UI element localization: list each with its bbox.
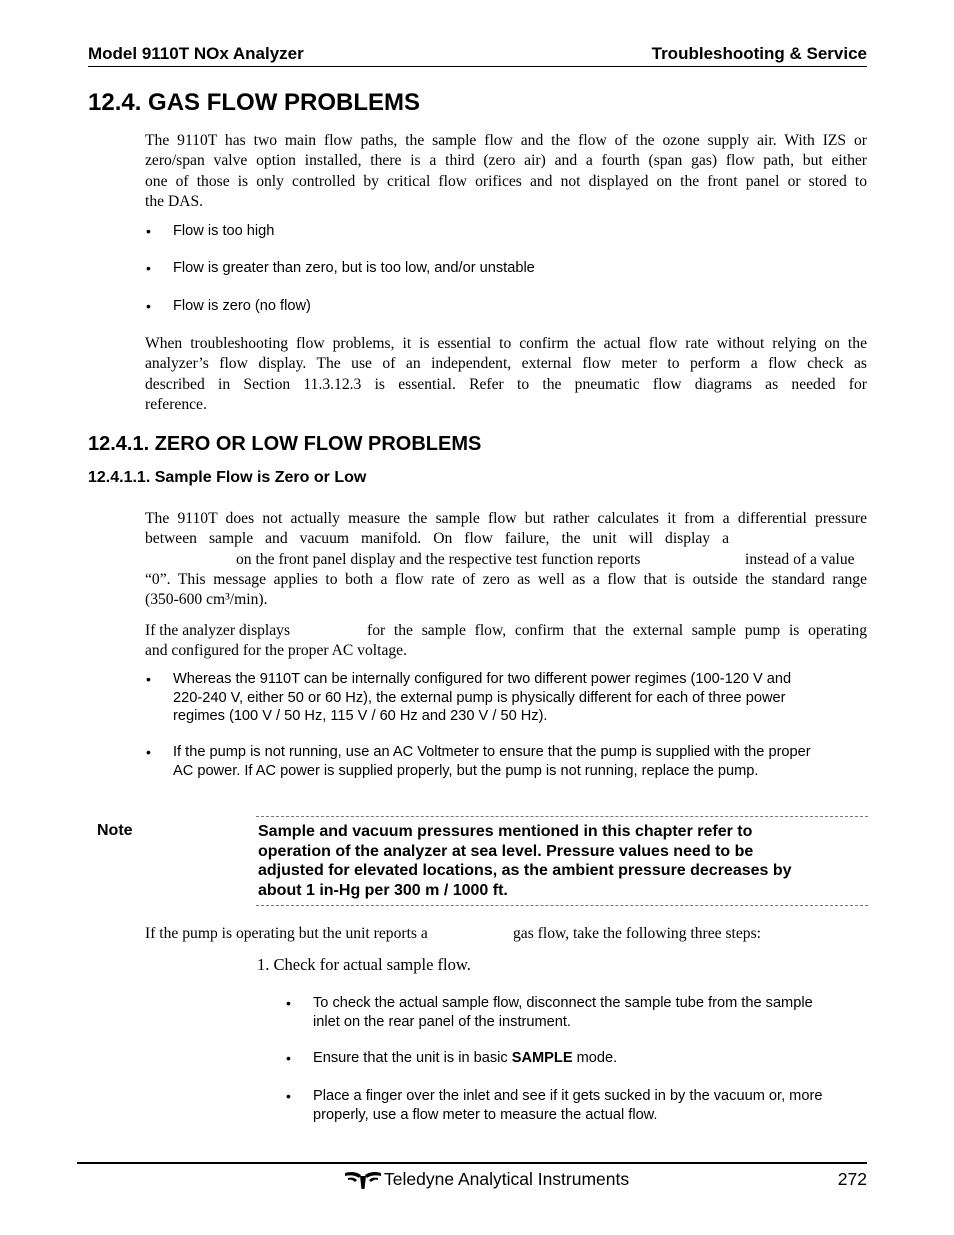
bullet-icon: •	[146, 671, 151, 687]
paragraph-line: described in Section 11.3.12.3 is essential. Refer to the pneumatic flow diagrams as needed for	[145, 375, 867, 393]
bullet-icon: •	[286, 1088, 291, 1104]
bullet-icon: •	[146, 260, 151, 276]
intro-line: zero/span valve option installed, there is a third (zero air) and a fourth (span gas) flow path, but either	[145, 152, 867, 170]
mode-name: SAMPLE	[511, 1050, 573, 1066]
subsubsection-title: 12.4.1.1. Sample Flow is Zero or Low	[88, 469, 367, 486]
paragraph-line: instead of a value	[745, 551, 855, 568]
list-item: • If the pump is not running, use an AC Voltmeter to ensure that the pump is supplied with the proper AC power. If AC power is supplied properly, but the pump is not running, replace the pump.	[146, 744, 811, 779]
list-item: • To check the actual sample flow, disconnect the sample tube from the sample inlet on the rear panel of the instrument.	[286, 995, 813, 1030]
flow-check-paragraph	[145, 334, 867, 415]
header-chapter-title: Troubleshooting & Service	[651, 44, 867, 63]
list-item: • Place a finger over the inlet and see if it gets sucked in by the vacuum or, more properly, use a flow meter to measure the actual flow.	[286, 1088, 823, 1123]
list-item: • Whereas the 9110T can be internally configured for two different power regimes (100-120 V and 220-240 V, either 50 or 60 Hz), the external pump is physically different for each of three power regimes (100 V / 50 Hz, 115 V / 60 Hz and 230 V / 50 Hz).	[146, 671, 792, 724]
bullet-icon: •	[146, 298, 151, 314]
footer-brand: Teledyne Analytical Instruments	[384, 1169, 630, 1189]
intro-line: The 9110T has two main flow paths, the sample flow and the flow of the ozone supply air. With IZS or	[145, 132, 867, 149]
list-item: • Flow is greater than zero, but is too low, and/or unstable	[146, 260, 535, 276]
list-item: • Flow is too high	[146, 223, 275, 239]
pump-check-paragraph	[367, 621, 867, 641]
paragraph-line: on the front panel display and the respective test function reports	[236, 551, 641, 568]
steps-lead-text: gas flow, take the following three steps:	[513, 925, 761, 942]
intro-line: one of those is only controlled by critical flow orifices and not displayed on the front panel or stored to	[145, 172, 867, 190]
subsection-title: 12.4.1. ZERO OR LOW FLOW PROBLEMS	[88, 433, 482, 455]
paragraph-line: for the sample flow, confirm that the external sample pump is operating	[367, 622, 867, 639]
bullet-icon: •	[286, 1050, 291, 1066]
paragraph-line: and configured for the proper AC voltage.	[145, 642, 407, 659]
list-item: • Ensure that the unit is in basic SAMPLE mode.	[286, 1050, 618, 1066]
paragraph-line: analyzer’s flow display. The use of an independent, external flow meter to perform a flow check as	[145, 355, 867, 373]
list-item: • Flow is zero (no flow)	[146, 298, 311, 314]
steps-lead-text: If the pump is operating but the unit reports a	[145, 925, 428, 942]
intro-paragraph	[145, 131, 867, 212]
paragraph-line: The 9110T does not actually measure the sample flow but rather calculates it from a differential pressure	[145, 510, 867, 527]
paragraph-line: (350-600 cm³/min).	[145, 591, 268, 609]
bullet-icon: •	[146, 744, 151, 760]
paragraph-continued	[145, 570, 867, 611]
paragraph-line: between sample and vacuum manifold. On flow failure, the unit will display a	[145, 530, 729, 548]
paragraph-line: When troubleshooting flow problems, it is essential to confirm the actual flow rate without relying on the	[145, 335, 867, 352]
step-1: 1. Check for actual sample flow.	[257, 955, 471, 974]
page-number: 272	[837, 1169, 867, 1189]
section-title: 12.4. GAS FLOW PROBLEMS	[88, 89, 421, 116]
intro-line: the DAS.	[145, 192, 204, 210]
note-text: Sample and vacuum pressures mentioned in this chapter refer to operation of the analyzer at sea level. Pressure values need to be adjusted for elevated locations, as the ambient pressure decreases by about 1 in-Hg per 300 m / 1000 ft.	[258, 823, 792, 899]
sample-flow-paragraph	[145, 509, 867, 550]
header-doc-title: Model 9110T NOx Analyzer	[88, 44, 304, 63]
paragraph-line: If the analyzer displays	[145, 622, 291, 639]
footer-rule	[77, 1162, 867, 1164]
paragraph-line: reference.	[145, 395, 207, 413]
note-label: Note	[97, 822, 133, 839]
paragraph-line: “0”. This message applies to both a flow rate of zero as well as a flow that is outside the standard range	[145, 571, 867, 588]
bullet-icon: •	[286, 995, 291, 1011]
bullet-icon: •	[146, 223, 151, 239]
header-rule	[88, 66, 867, 67]
teledyne-logo-icon	[345, 1170, 381, 1190]
